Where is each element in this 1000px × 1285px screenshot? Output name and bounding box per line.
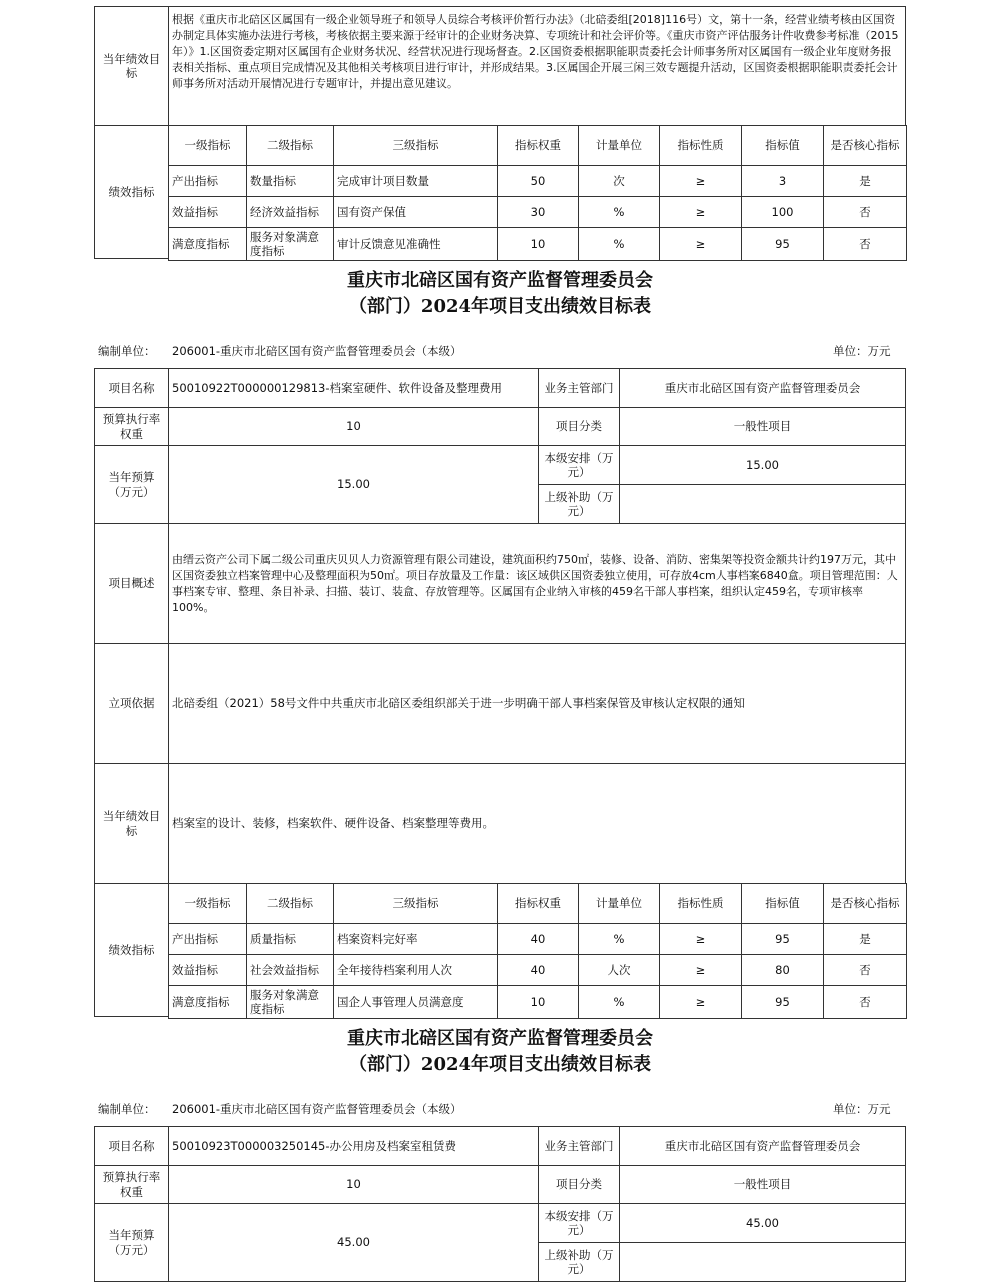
indicator-cell-level2: 服务对象满意度指标 (246, 985, 334, 1019)
indicator-cell-level1: 满意度指标 (168, 227, 247, 261)
indicator-header-core: 是否核心指标 (823, 125, 907, 166)
indicator-header-nature: 指标性质 (659, 883, 742, 924)
perf-indicators-label: 绩效指标 (94, 883, 169, 1017)
perf-indicators-label: 绩效指标 (94, 125, 169, 259)
exec-rate-weight-value: 10 (168, 1165, 539, 1204)
compiler-unit-label: 编制单位： (98, 1102, 156, 1116)
annual-budget-value: 45.00 (168, 1203, 539, 1282)
table-title-line1: 重庆市北碚区国有资产监督管理委员会 (347, 270, 653, 291)
project-overview-label: 项目概述 (94, 523, 169, 644)
superior-subsidy-label: 上级补助（万元） (538, 1242, 620, 1282)
indicator-cell-nature: ≥ (659, 923, 742, 955)
indicator-cell-level1: 产出指标 (168, 923, 247, 955)
supervisor-dept-value: 重庆市北碚区国有资产监督管理委员会 (619, 1126, 906, 1166)
annual-goal-label: 当年绩效目标 (94, 763, 169, 884)
annual-budget-value: 15.00 (168, 445, 539, 524)
currency-unit: 单位：万元 (833, 1102, 891, 1116)
indicator-cell-level3: 国有资产保值 (333, 196, 498, 228)
indicator-cell-level3: 国企人事管理人员满意度 (333, 985, 498, 1019)
superior-subsidy-value (619, 484, 906, 524)
supervisor-dept-label: 业务主管部门 (538, 368, 620, 408)
indicator-header-unit: 计量单位 (578, 125, 660, 166)
indicator-cell-value: 80 (741, 954, 824, 986)
local-arrangement-value: 15.00 (619, 445, 906, 485)
local-arrangement-label: 本级安排（万元） (538, 1203, 620, 1243)
indicator-cell-level2: 经济效益指标 (246, 196, 334, 228)
indicator-cell-weight: 10 (497, 985, 579, 1019)
indicator-header-level3: 三级指标 (333, 883, 498, 924)
indicator-cell-nature: ≥ (659, 954, 742, 986)
indicator-cell-weight: 40 (497, 954, 579, 986)
indicator-header-level1: 一级指标 (168, 883, 247, 924)
indicator-cell-unit: % (578, 923, 660, 955)
indicator-cell-level3: 完成审计项目数量 (333, 165, 498, 197)
indicator-cell-core: 否 (823, 954, 907, 986)
indicator-cell-weight: 50 (497, 165, 579, 197)
indicator-cell-weight: 10 (497, 227, 579, 261)
indicator-cell-value: 95 (741, 923, 824, 955)
indicator-cell-level3: 全年接待档案利用人次 (333, 954, 498, 986)
indicator-cell-core: 否 (823, 196, 907, 228)
indicator-cell-value: 95 (741, 227, 824, 261)
indicator-cell-level2: 数量指标 (246, 165, 334, 197)
indicator-cell-level2: 社会效益指标 (246, 954, 334, 986)
indicator-cell-level2: 质量指标 (246, 923, 334, 955)
superior-subsidy-label: 上级补助（万元） (538, 484, 620, 524)
indicator-header-value: 指标值 (741, 883, 824, 924)
annual-goal-value: 档案室的设计、装修，档案软件、硬件设备、档案整理等费用。 (168, 763, 906, 884)
indicator-header-weight: 指标权重 (497, 125, 579, 166)
project-name-value: 50010923T000003250145-办公用房及档案室租赁费 (168, 1126, 539, 1166)
annual-goal-label: 当年绩效目标 (94, 6, 169, 126)
basis-value: 北碚委组（2021）58号文件中共重庆市北碚区委组织部关于进一步明确干部人事档案保管及审核认定权限的通知 (168, 643, 906, 764)
table-title-line2: （部门）2024年项目支出绩效目标表 (348, 1054, 652, 1075)
indicator-cell-unit: % (578, 227, 660, 261)
indicator-cell-level3: 档案资料完好率 (333, 923, 498, 955)
indicator-cell-value: 100 (741, 196, 824, 228)
table-title-line2: （部门）2024年项目支出绩效目标表 (348, 296, 652, 317)
exec-rate-weight-label: 预算执行率权重 (94, 1165, 169, 1204)
indicator-header-nature: 指标性质 (659, 125, 742, 166)
local-arrangement-label: 本级安排（万元） (538, 445, 620, 485)
indicator-cell-nature: ≥ (659, 165, 742, 197)
indicator-cell-unit: % (578, 985, 660, 1019)
compiler-unit-value: 206001-重庆市北碚区国有资产监督管理委员会（本级） (172, 344, 462, 358)
project-category-value: 一般性项目 (619, 1165, 906, 1204)
indicator-cell-level1: 产出指标 (168, 165, 247, 197)
project-category-value: 一般性项目 (619, 407, 906, 446)
indicator-cell-weight: 40 (497, 923, 579, 955)
indicator-cell-nature: ≥ (659, 196, 742, 228)
project-name-label: 项目名称 (94, 368, 169, 408)
indicator-header-core: 是否核心指标 (823, 883, 907, 924)
indicator-header-value: 指标值 (741, 125, 824, 166)
indicator-cell-unit: % (578, 196, 660, 228)
exec-rate-weight-label: 预算执行率权重 (94, 407, 169, 446)
indicator-cell-nature: ≥ (659, 985, 742, 1019)
currency-unit: 单位：万元 (833, 344, 891, 358)
indicator-header-level3: 三级指标 (333, 125, 498, 166)
indicator-header-level2: 二级指标 (246, 883, 334, 924)
supervisor-dept-label: 业务主管部门 (538, 1126, 620, 1166)
indicator-cell-core: 否 (823, 985, 907, 1019)
annual-budget-label: 当年预算（万元） (94, 445, 169, 524)
indicator-cell-level1: 效益指标 (168, 954, 247, 986)
indicator-cell-nature: ≥ (659, 227, 742, 261)
indicator-cell-level3: 审计反馈意见准确性 (333, 227, 498, 261)
annual-budget-label: 当年预算（万元） (94, 1203, 169, 1282)
exec-rate-weight-value: 10 (168, 407, 539, 446)
indicator-cell-core: 是 (823, 165, 907, 197)
basis-label: 立项依据 (94, 643, 169, 764)
annual-goal-text: 根据《重庆市北碚区区属国有一级企业领导班子和领导人员综合考核评价暂行办法》（北碚委组[2018]116号）文，第十一条，经营业绩考核由区国资办制定具体实施办法进行考核，考核依据主要来源于经审计的企业财务决算、专项统计和社会评价等。《重庆市资产评估服务计件收费参考标准（2015年）》1.区国资委定期对区属国有企业财务状况、经营状况进行现场督查。2.区国资委根据职能职责委托会计师事务所对区属国有一级企业年度财务报表相关指标、重点项目完成情况及其他相关考核项目进行审计，并形成结果。3.区属国企开展三闲三效专题提升活动，区国资委根据职能职责委托会计师事务所对活动开展情况进行专题审计，并提出意见建议。 (172, 13, 899, 90)
indicator-cell-level2: 服务对象满意度指标 (246, 227, 334, 261)
project-category-label: 项目分类 (538, 407, 620, 446)
project-overview-text: 由缙云资产公司下属二级公司重庆贝贝人力资源管理有限公司建设，建筑面积约750㎡，装修、设备、消防、密集架等投资金额共计约197万元，其中区国资委独立档案管理中心及整理面积为50㎡。项目存放量及工作量：该区域供区国资委独立使用，可存放4cm人事档案6840盒。项目管理范围：人事档案专审、整理、条目补录、扫描、装订、装盒、存放管理等。区属国有企业纳入审核的459名干部人事档案，组织认定459名，专项审核率100%。 (172, 553, 898, 614)
indicator-header-level2: 二级指标 (246, 125, 334, 166)
indicator-cell-level1: 满意度指标 (168, 985, 247, 1019)
compiler-unit-label: 编制单位： (98, 344, 156, 358)
project-category-label: 项目分类 (538, 1165, 620, 1204)
table-title-line1: 重庆市北碚区国有资产监督管理委员会 (347, 1028, 653, 1049)
indicator-cell-unit: 人次 (578, 954, 660, 986)
indicator-cell-core: 是 (823, 923, 907, 955)
compiler-unit-value: 206001-重庆市北碚区国有资产监督管理委员会（本级） (172, 1102, 462, 1116)
project-name-label: 项目名称 (94, 1126, 169, 1166)
indicator-cell-weight: 30 (497, 196, 579, 228)
indicator-cell-value: 3 (741, 165, 824, 197)
supervisor-dept-value: 重庆市北碚区国有资产监督管理委员会 (619, 368, 906, 408)
project-name-value: 50010922T000000129813-档案室硬件、软件设备及整理费用 (168, 368, 539, 408)
indicator-cell-level1: 效益指标 (168, 196, 247, 228)
indicator-header-weight: 指标权重 (497, 883, 579, 924)
superior-subsidy-value (619, 1242, 906, 1282)
indicator-header-unit: 计量单位 (578, 883, 660, 924)
indicator-cell-core: 否 (823, 227, 907, 261)
indicator-cell-unit: 次 (578, 165, 660, 197)
indicator-cell-value: 95 (741, 985, 824, 1019)
indicator-header-level1: 一级指标 (168, 125, 247, 166)
local-arrangement-value: 45.00 (619, 1203, 906, 1243)
